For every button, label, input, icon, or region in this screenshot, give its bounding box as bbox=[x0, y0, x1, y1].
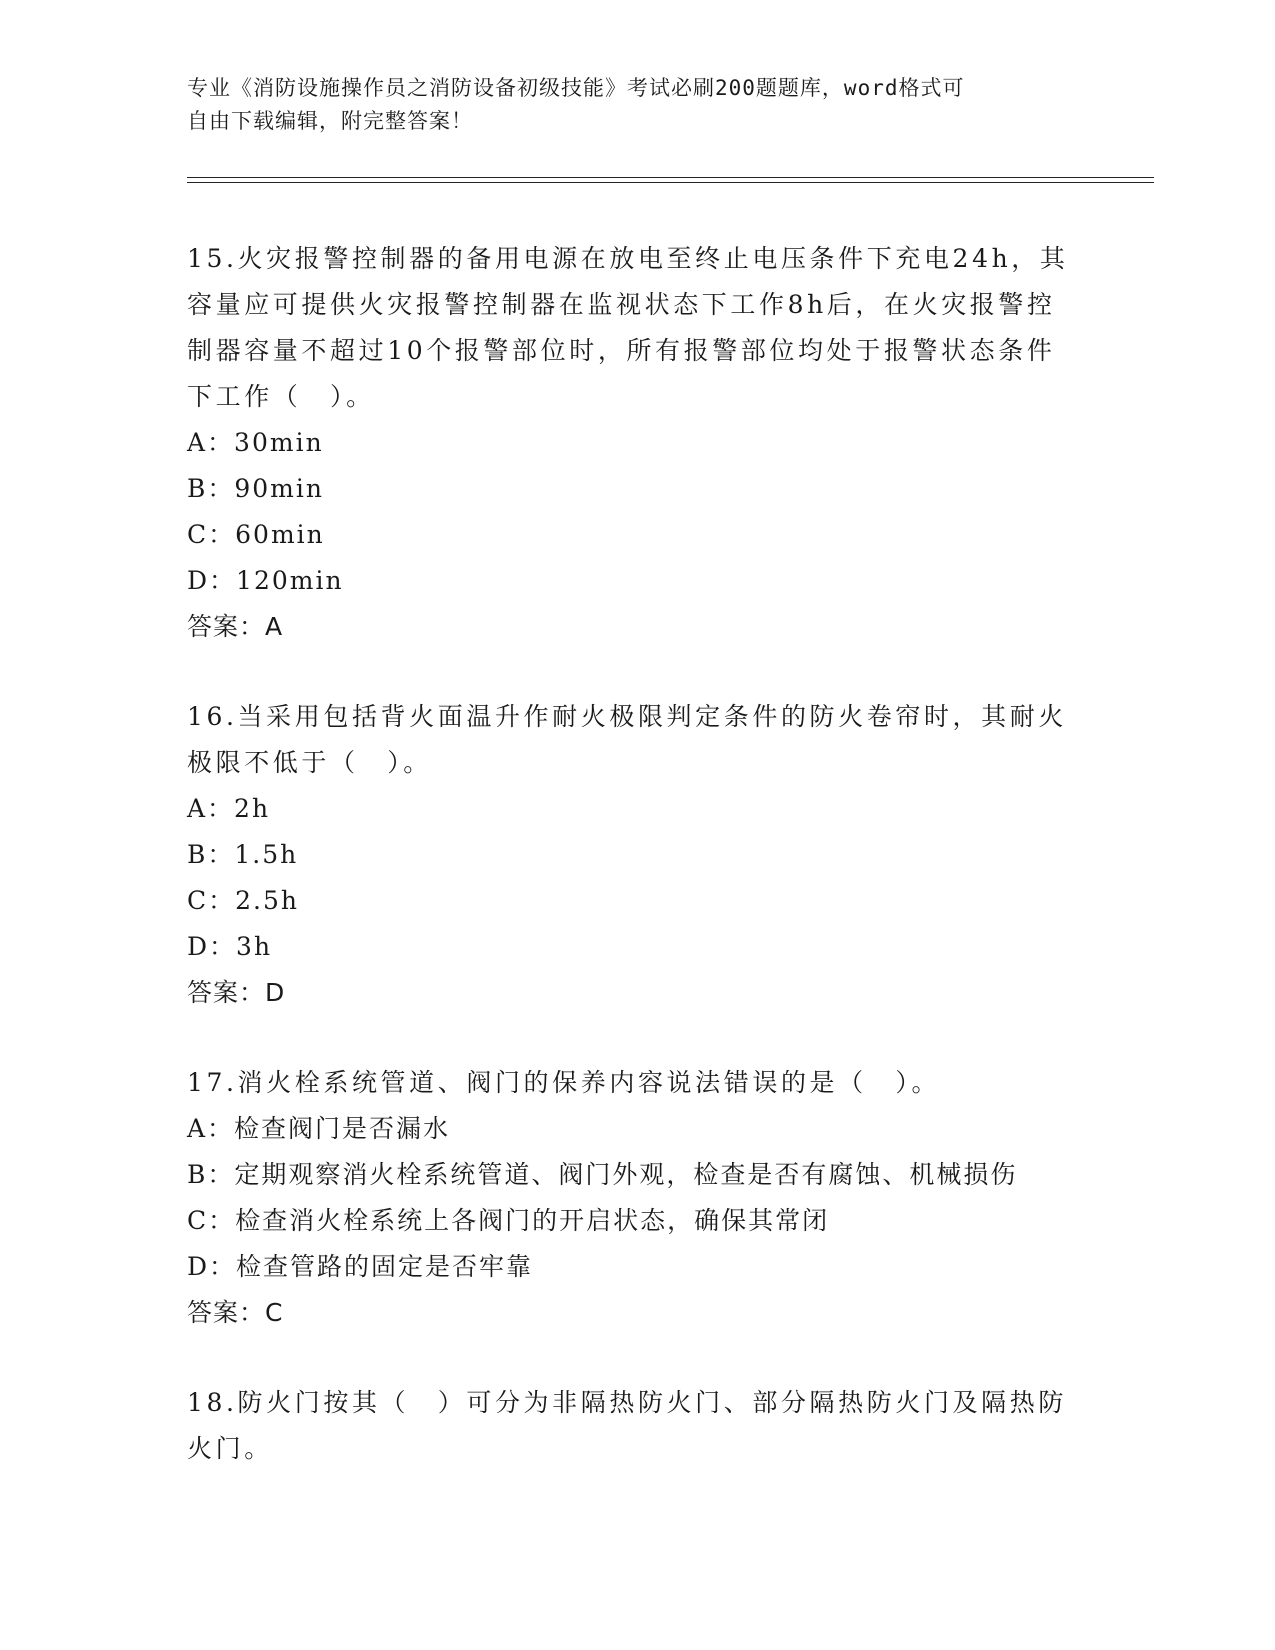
option-c: C：检查消火栓系统上各阀门的开启状态，确保其常闭 bbox=[187, 1206, 830, 1235]
option-d: D：检查管路的固定是否牢靠 bbox=[187, 1252, 534, 1281]
option-d: D：3h bbox=[187, 932, 273, 961]
question-list bbox=[187, 236, 1087, 1516]
question-18 bbox=[187, 1380, 1087, 1472]
option-b: B：90min bbox=[187, 474, 324, 503]
option-a: A：2h bbox=[187, 794, 271, 823]
question-text: 极限不低于（ ）。 bbox=[187, 748, 432, 777]
question-text: 下工作（ ）。 bbox=[187, 382, 375, 411]
document-header bbox=[187, 72, 1067, 138]
header-line: 自由下载编辑，附完整答案！ bbox=[187, 109, 473, 133]
question-text: 17.消火栓系统管道、阀门的保养内容说法错误的是（ ）。 bbox=[187, 1068, 941, 1097]
header-line: 专业《消防设施操作员之消防设备初级技能》考试必刷200题题库，word格式可 bbox=[187, 76, 965, 100]
question-17 bbox=[187, 1060, 1087, 1336]
option-b: B：定期观察消火栓系统管道、阀门外观，检查是否有腐蚀、机械损伤 bbox=[187, 1160, 1018, 1189]
option-c: C：2.5h bbox=[187, 886, 299, 915]
option-c: C：60min bbox=[187, 520, 325, 549]
question-text: 火门。 bbox=[187, 1434, 273, 1463]
option-a: A：检查阀门是否漏水 bbox=[187, 1114, 451, 1143]
option-a: A：30min bbox=[187, 428, 324, 457]
option-b: B：1.5h bbox=[187, 840, 299, 869]
option-d: D：120min bbox=[187, 566, 344, 595]
question-text: 16.当采用包括背火面温升作耐火极限判定条件的防火卷帘时，其耐火 bbox=[187, 702, 1067, 731]
question-16 bbox=[187, 694, 1087, 1016]
question-text: 18.防火门按其（ ）可分为非隔热防火门、部分隔热防火门及隔热防 bbox=[187, 1388, 1067, 1417]
answer: 答案：C bbox=[187, 1298, 284, 1327]
header-divider bbox=[187, 177, 1154, 178]
question-text: 制器容量不超过10个报警部位时，所有报警部位均处于报警状态条件 bbox=[187, 336, 1056, 365]
question-15 bbox=[187, 236, 1087, 650]
answer: 答案：D bbox=[187, 978, 286, 1007]
question-text: 容量应可提供火灾报警控制器在监视状态下工作8h后，在火灾报警控 bbox=[187, 290, 1056, 319]
header-divider bbox=[187, 182, 1154, 183]
answer: 答案：A bbox=[187, 612, 284, 641]
question-text: 15.火灾报警控制器的备用电源在放电至终止电压条件下充电24h，其 bbox=[187, 244, 1069, 273]
